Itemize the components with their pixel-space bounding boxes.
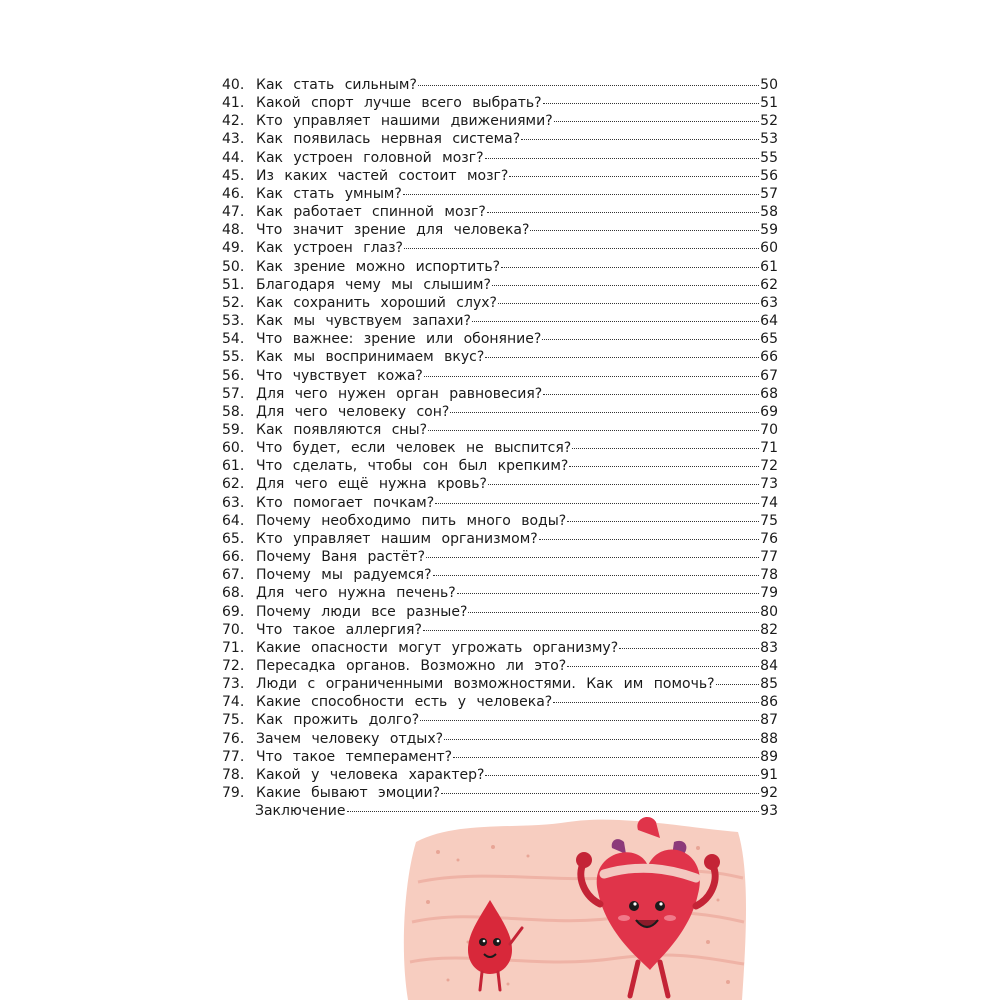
toc-entry-number: 61. [222,458,245,475]
toc-entry-number: 44. [222,149,245,166]
toc-entry-page: 63 [760,294,778,311]
toc-entry-page: 56 [760,167,778,184]
toc-entry [222,294,778,312]
toc-entry-number: 73. [222,676,245,693]
toc-entry-number: 63. [222,494,245,511]
toc-entry-leader-dots [435,503,759,504]
toc-entry-leader-dots [433,575,760,576]
toc-entry-leader-dots [716,684,760,685]
toc-entry-page: 55 [760,149,778,166]
toc-entry-title: Какой у человека характер? [256,766,485,783]
toc-entry-leader-dots [509,176,759,177]
toc-entry-number: 50. [222,258,245,275]
toc-entry-number: 62. [222,476,245,493]
toc-entry-page: 74 [760,494,778,511]
toc-entry [222,348,778,366]
toc-entry [222,403,778,421]
toc-entry-title: Зачем человеку отдых? [256,730,444,747]
toc-entry-leader-dots [450,412,759,413]
toc-entry-leader-dots [554,121,760,122]
toc-entry [222,112,778,130]
toc-entry-page: 62 [760,276,778,293]
toc-entry-title: Что будет, если человек не выспится? [256,440,572,457]
toc-entry-title: Какие способности есть у человека? [256,694,553,711]
toc-entry [222,566,778,584]
toc-entry-number: 52. [222,294,245,311]
toc-entry-title: Как стать умным? [256,185,402,202]
toc-entry-page: 50 [760,77,778,93]
toc-entry-leader-dots [426,557,759,558]
toc-entry-page: 84 [760,658,778,674]
toc-entry-title: Что значит зрение для человека? [256,222,530,239]
toc-entry-page: 86 [760,694,778,711]
toc-entry [222,730,778,748]
toc-entry-leader-dots [428,430,759,431]
toc-entry [222,494,778,512]
toc-entry-page: 85 [760,676,778,693]
toc-entry-leader-dots [542,339,759,340]
toc-entry-page: 59 [760,222,778,239]
toc-entry [222,584,778,602]
toc-entry [222,530,778,548]
toc-entry [222,621,778,639]
toc-entry-number: 71. [222,639,245,656]
table-of-contents [222,76,778,820]
toc-entry-number: 67. [222,567,245,584]
toc-entry-title: Почему люди все разные? [256,603,468,620]
toc-entry-number: 65. [222,530,245,547]
toc-entry-number: 49. [222,240,245,257]
toc-entry [222,167,778,185]
toc-entry-title: Для чего человеку сон? [256,403,450,420]
toc-entry-page: 77 [760,549,778,566]
toc-entry-number: 40. [222,77,245,93]
toc-entry-leader-dots [457,593,759,594]
toc-entry-title: Как зрение можно испортить? [256,258,501,275]
toc-entry-title: Что такое темперамент? [256,748,453,765]
toc-entry [222,258,778,276]
toc-entry [222,748,778,766]
toc-entry-number: 75. [222,712,245,729]
toc-entry [222,312,778,330]
toc-entry-title: Как устроен головной мозг? [256,149,484,166]
toc-entry-leader-dots [553,702,759,703]
toc-entry-leader-dots [567,666,759,667]
toc-entry-page: 88 [760,730,778,747]
toc-entry-title: Благодаря чему мы слышим? [256,276,491,293]
toc-entry-title: Какие опасности могут угрожать организму? [256,639,619,656]
toc-entry [222,439,778,457]
toc-entry-title: Для чего нужен орган равновесия? [256,385,543,402]
toc-entry-page: 52 [760,113,778,130]
toc-entry-leader-dots [530,230,759,231]
toc-entry [222,130,778,148]
toc-entry-page: 83 [760,639,778,656]
toc-entry-page: 87 [760,712,778,729]
toc-entry-leader-dots [441,793,759,794]
toc-entry-number: 45. [222,167,245,184]
toc-entry-page: 67 [760,367,778,384]
toc-entry-title: Какой спорт лучше всего выбрать? [256,95,542,112]
toc-entry-leader-dots [521,139,759,140]
toc-entry-title: Как появляются сны? [256,421,428,438]
toc-entry-leader-dots [472,321,759,322]
toc-entry-page: 91 [760,766,778,783]
toc-entry-number: 48. [222,222,245,239]
toc-entry-number: 79. [222,785,245,802]
toc-entry [222,548,778,566]
toc-entry [222,203,778,221]
toc-entry-page: 89 [760,748,778,765]
toc-entry-title: Как мы чувствуем запахи? [256,313,471,330]
toc-entry-leader-dots [485,158,760,159]
toc-entry-leader-dots [424,376,759,377]
toc-entry-title: Кто помогает почкам? [256,494,435,511]
toc-entry-page: 79 [760,585,778,602]
toc-entry-title: Как сохранить хороший слух? [256,294,497,311]
toc-entry-title: Люди с ограниченными возможностями. Как им помочь? [256,676,715,693]
toc-entry-title: Как устроен глаз? [256,240,403,257]
toc-entry-number: 78. [222,766,245,783]
toc-entry-leader-dots [420,720,759,721]
toc-entry-page: 69 [760,403,778,420]
toc-entry [222,330,778,348]
toc-entry-number: 41. [222,95,245,112]
toc-entry-number: 55. [222,349,245,366]
toc-entry-number: 47. [222,204,245,221]
toc-entry-title: Заключение [255,803,346,820]
toc-entry-number: 68. [222,585,245,602]
toc-entry-leader-dots [468,612,759,613]
toc-entry-title: Кто управляет нашим организмом? [256,530,538,547]
toc-entry [222,675,778,693]
toc-entry-number: 69. [222,603,245,620]
toc-entry-leader-dots [453,757,759,758]
toc-entry-title: Что чувствует кожа? [256,367,423,384]
toc-entry-leader-dots [539,539,759,540]
toc-entry-page: 65 [760,331,778,348]
toc-entry-number: 43. [222,131,245,148]
toc-entry [222,657,778,675]
toc-entry-leader-dots [543,394,759,395]
toc-entry-leader-dots [569,466,759,467]
toc-entry-title: Почему необходимо пить много воды? [256,512,567,529]
toc-entry-leader-dots [444,739,759,740]
toc-entry-page: 73 [760,476,778,493]
toc-entry-page: 68 [760,385,778,402]
toc-entry-title: Как стать сильным? [256,77,417,93]
heart-illustration [398,812,750,1000]
toc-entry-leader-dots [485,775,759,776]
tissue-background [404,820,746,1000]
toc-entry-page: 64 [760,313,778,330]
toc-entry-number: 76. [222,730,245,747]
toc-entry-page: 57 [760,185,778,202]
toc-entry-number: 66. [222,549,245,566]
toc-entry-page: 66 [760,349,778,366]
toc-entry [222,367,778,385]
toc-entry [222,784,778,802]
toc-entry-number: 51. [222,276,245,293]
toc-entry-page: 78 [760,567,778,584]
toc-entry-number: 74. [222,694,245,711]
toc-entry [222,385,778,403]
toc-entry-page: 76 [760,530,778,547]
toc-entry-page: 72 [760,458,778,475]
toc-entry-title: Кто управляет нашими движениями? [256,113,553,130]
toc-entry-title: Что такое аллергия? [256,621,422,638]
toc-entry-page: 75 [760,512,778,529]
toc-entry-page: 70 [760,421,778,438]
toc-entry-page: 82 [760,621,778,638]
toc-entry-number: 42. [222,113,245,130]
toc-entry-leader-dots [423,630,759,631]
toc-entry-leader-dots [418,85,759,86]
toc-entry [222,94,778,112]
toc-entry-page: 51 [760,95,778,112]
toc-entry-number: 54. [222,331,245,348]
toc-entry-leader-dots [501,267,759,268]
toc-entry-title: Как появилась нервная система? [256,131,521,148]
toc-entry [222,276,778,294]
toc-entry-number: 57. [222,385,245,402]
toc-entry-page: 60 [760,240,778,257]
toc-entry-number: 56. [222,367,245,384]
toc-entry [222,766,778,784]
toc-entry-number: 46. [222,185,245,202]
toc-entry-title: Почему мы радуемся? [256,567,432,584]
toc-entry-page: 93 [760,803,778,820]
toc-entry [222,239,778,257]
toc-entry-number: 64. [222,512,245,529]
toc-entry-leader-dots [487,212,759,213]
toc-entry-leader-dots [498,303,759,304]
toc-entry-leader-dots [619,648,759,649]
toc-entry-page: 80 [760,603,778,620]
toc-entry-title: Как работает спинной мозг? [256,204,486,221]
toc-entry-number: 59. [222,421,245,438]
toc-entry-leader-dots [404,248,759,249]
toc-entry-number: 77. [222,748,245,765]
toc-entry [222,639,778,657]
toc-entry-title: Как прожить долго? [256,712,420,729]
toc-entry-title: Для чего нужна печень? [256,585,456,602]
toc-entry-title: Из каких частей состоит мозг? [256,167,509,184]
toc-entry-leader-dots [485,357,759,358]
toc-entry-number: 58. [222,403,245,420]
toc-entry [222,603,778,621]
toc-entry-title: Какие бывают эмоции? [256,785,441,802]
toc-entry [222,185,778,203]
toc-entry-leader-dots [488,484,759,485]
toc-entry [222,457,778,475]
toc-entry [222,421,778,439]
toc-entry-leader-dots [543,103,760,104]
toc-entry-title: Для чего ещё нужна кровь? [256,476,487,493]
toc-entry [222,693,778,711]
toc-entry [222,76,778,94]
toc-entry-title: Пересадка органов. Возможно ли это? [256,658,567,674]
toc-entry-title: Что сделать, чтобы сон был крепким? [256,458,569,475]
toc-entry-title: Как мы воспринимаем вкус? [256,349,485,366]
toc-entry-page: 58 [760,204,778,221]
toc-entry-page: 71 [760,440,778,457]
toc-entry [222,149,778,167]
toc-entry-page: 92 [760,785,778,802]
toc-entry-number: 72. [222,658,245,674]
toc-entry [222,475,778,493]
toc-entry-number: 60. [222,440,245,457]
toc-entry-title: Почему Ваня растёт? [256,549,426,566]
toc-entry-leader-dots [403,194,759,195]
toc-entry-page: 61 [760,258,778,275]
toc-entry-leader-dots [572,448,759,449]
toc-entry-number: 70. [222,621,245,638]
toc-entry-leader-dots [567,521,759,522]
toc-entry-title: Что важнее: зрение или обоняние? [256,331,542,348]
toc-entry-number: 53. [222,313,245,330]
toc-entry [222,512,778,530]
toc-entry [222,711,778,729]
toc-entry-page: 53 [760,131,778,148]
toc-entry [222,221,778,239]
toc-entry-leader-dots [492,285,759,286]
